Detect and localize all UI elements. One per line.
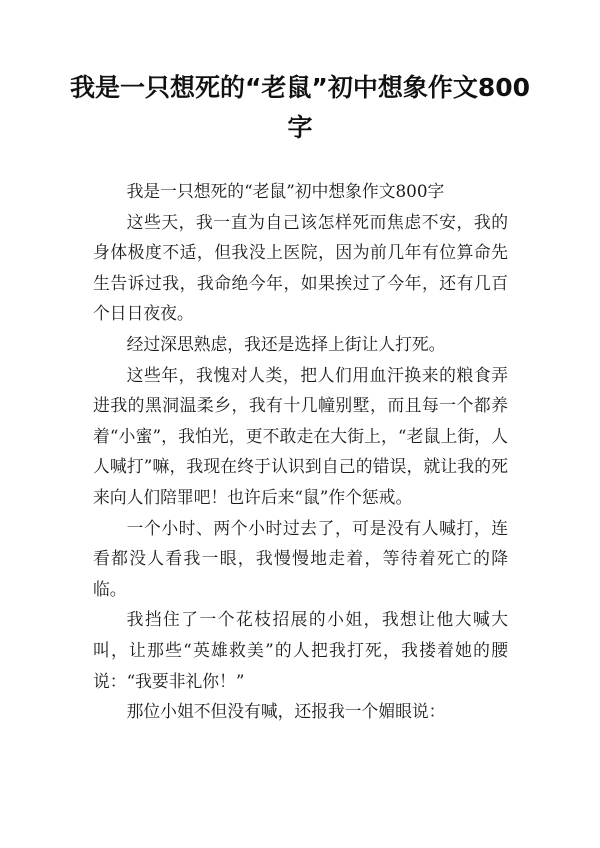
document-body xyxy=(93,176,508,727)
paragraph: 我挡住了一个花枝招展的小姐，我想让他大喊大叫，让那些“英雄救美”的人把我打死，我搂着她的腰说：“我要非礼你！” xyxy=(93,609,508,691)
paragraph: 一个小时、两个小时过去了，可是没有人喊打，连看都没人看我一眼，我慢慢地走着，等待着死亡的降临。 xyxy=(93,517,508,599)
paragraph: 那位小姐不但没有喊，还报我一个媚眼说： xyxy=(126,701,446,722)
document-title: 我是一只想死的“老鼠”初中想象作文800字 xyxy=(69,73,531,142)
paragraph: 这些年，我愧对人类，把人们用血汗换来的粮食弄进我的黑洞温柔乡，我有十几幢别墅，而且每一个都养着“小蜜”，我怕光，更不敢走在大街上，“老鼠上街，人人喊打”嘛，我现在终于认识到自己的错误，就让我的死来向人们陪罪吧！也许后来“鼠”作个惩戒。 xyxy=(93,364,508,507)
paragraph: 经过深思熟虑，我还是选择上街让人打死。 xyxy=(126,333,446,354)
paragraph: 我是一只想死的“老鼠”初中想象作文800字 xyxy=(126,181,445,201)
paragraph: 这些天，我一直为自己该怎样死而焦虑不安，我的身体极度不适，但我没上医院，因为前几年有位算命先生告诉过我，我命绝今年，如果挨过了今年，还有几百个日日夜夜。 xyxy=(93,211,508,324)
